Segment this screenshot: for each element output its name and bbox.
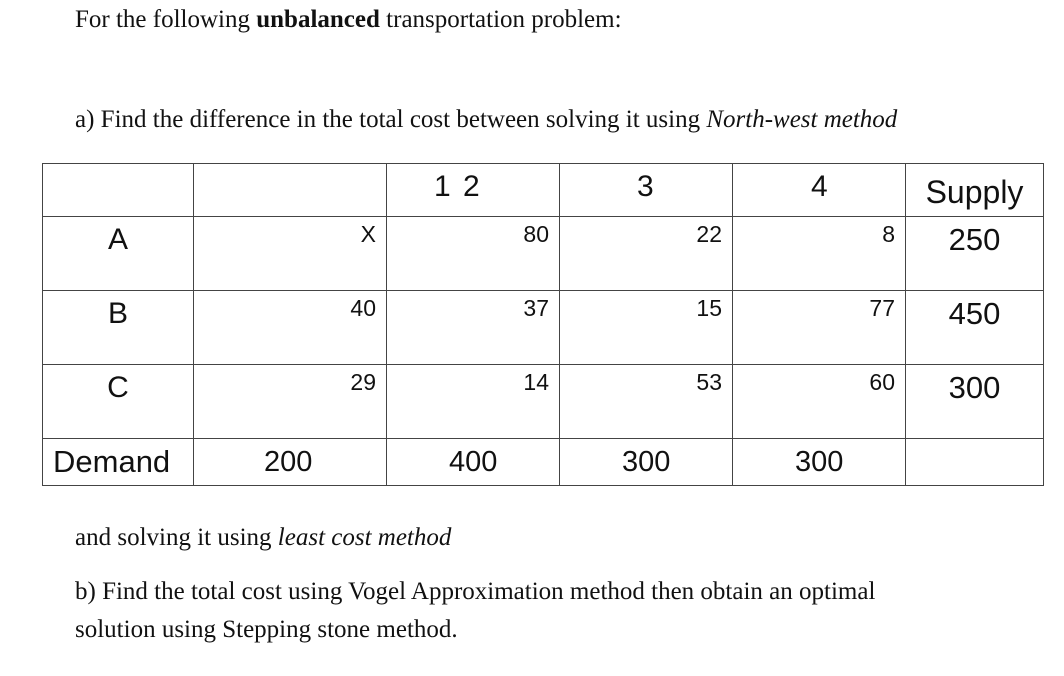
cost-value: 53	[696, 369, 722, 395]
column-label: 1	[434, 170, 451, 203]
part-a-method: North-west method	[706, 106, 898, 133]
demand-cell	[560, 439, 733, 486]
cost-value: 22	[696, 221, 722, 247]
cost-cell	[560, 365, 733, 439]
intro-text	[75, 6, 622, 34]
cost-value: 29	[350, 369, 376, 395]
column-header	[387, 164, 560, 217]
demand-cell	[733, 439, 906, 486]
part-a-continuation	[75, 524, 451, 552]
part-a-cont-method: least cost method	[277, 524, 452, 551]
row-label: B	[107, 297, 128, 330]
row-label: A	[107, 223, 128, 256]
cost-cell	[733, 217, 906, 291]
intro-before: For the following	[75, 6, 257, 33]
cost-value: X	[360, 221, 376, 247]
supply-header-label: Supply	[925, 174, 1024, 210]
demand-cell	[194, 439, 387, 486]
row-label-cell	[43, 291, 194, 365]
demand-row	[43, 439, 1044, 486]
cost-cell	[194, 365, 387, 439]
cost-value: 80	[523, 221, 549, 247]
supply-value: 450	[948, 296, 1001, 331]
corner-cell	[43, 164, 194, 217]
cost-value: 14	[523, 369, 549, 395]
demand-value: 400	[449, 446, 498, 478]
column-header	[194, 164, 451, 217]
supply-cell	[906, 365, 1044, 439]
part-a-question	[75, 106, 897, 134]
cost-value: 15	[696, 295, 722, 321]
cost-value: 77	[869, 295, 895, 321]
column-label: 4	[811, 170, 828, 203]
demand-value: 300	[795, 446, 844, 478]
row-label: C	[107, 371, 129, 404]
cost-cell	[387, 291, 560, 365]
part-b-line-1: b) Find the total cost using Vogel Approximation method then obtain an optimal	[75, 578, 876, 605]
intro-after: transportation problem:	[379, 6, 622, 33]
cost-cell	[387, 217, 560, 291]
cost-cell	[560, 217, 733, 291]
row-label-cell	[43, 365, 194, 439]
demand-label: Demand	[53, 444, 171, 479]
empty-cell	[906, 439, 1044, 486]
demand-cell	[387, 439, 560, 486]
part-b-line-2: solution using Stepping stone method.	[75, 616, 458, 643]
supply-cell	[906, 217, 1044, 291]
intro-bold: unbalanced	[256, 6, 380, 33]
demand-value: 300	[622, 446, 671, 478]
supply-value: 300	[948, 370, 1001, 405]
cost-value: 60	[869, 369, 895, 395]
supply-value: 250	[948, 222, 1001, 257]
part-a-text: a) Find the difference in the total cost between solving it using	[75, 106, 707, 133]
demand-value: 200	[264, 446, 313, 478]
cost-value: 8	[882, 221, 895, 247]
part-a-cont-text: and solving it using	[75, 524, 278, 551]
table-row	[43, 291, 1044, 365]
cost-value: 40	[350, 295, 376, 321]
cost-cell	[387, 365, 560, 439]
supply-header	[906, 164, 1044, 217]
cost-cell	[733, 291, 906, 365]
table-row	[43, 365, 1044, 439]
transportation-table	[42, 163, 1044, 486]
column-label: 3	[637, 170, 654, 203]
demand-label-cell	[43, 439, 194, 486]
cost-cell	[733, 365, 906, 439]
column-label: 2	[463, 170, 480, 203]
column-header	[560, 164, 733, 217]
table-row	[43, 217, 1044, 291]
table-header-row	[43, 164, 1044, 217]
row-label-cell	[43, 217, 194, 291]
cost-cell	[194, 291, 387, 365]
cost-cell	[194, 217, 387, 291]
supply-cell	[906, 291, 1044, 365]
column-header	[733, 164, 906, 217]
cost-value: 37	[523, 295, 549, 321]
cost-cell	[560, 291, 733, 365]
